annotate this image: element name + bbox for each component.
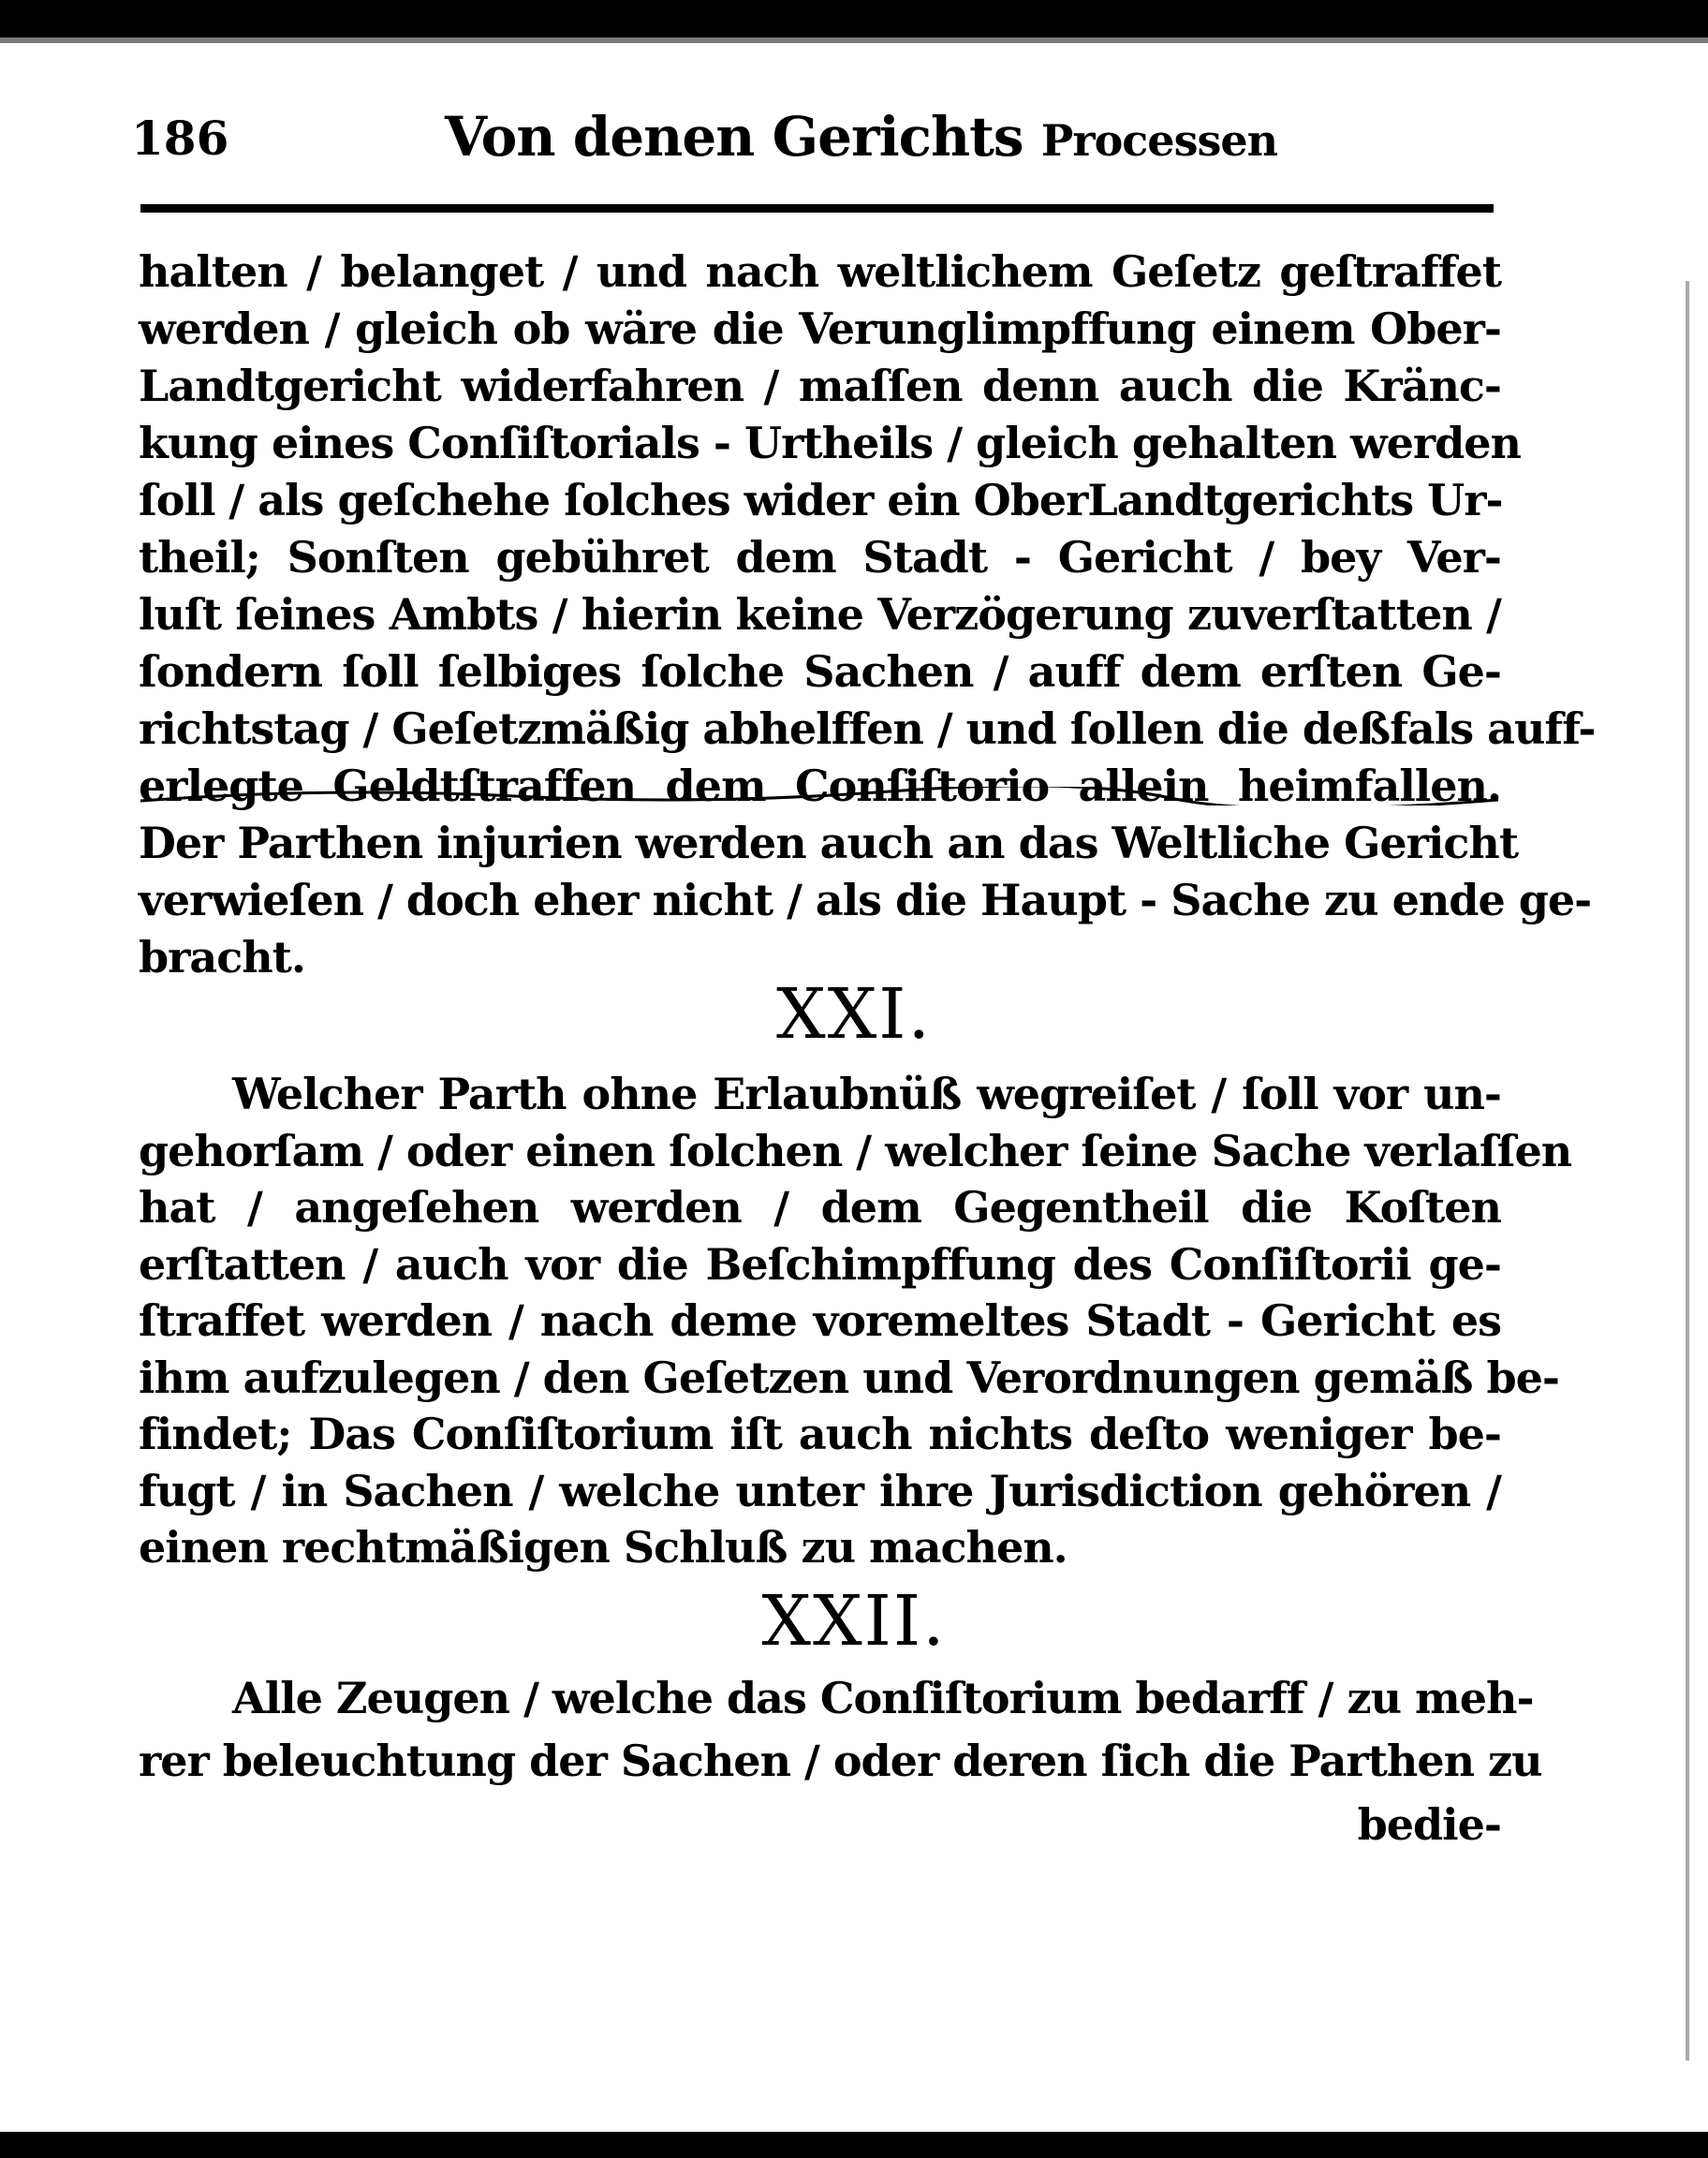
text-line: kung eines Conſiſtorials - Urtheils / gleich gehalten werden (139, 418, 1521, 468)
text-line: werden / gleich ob wäre die Verunglimpffung einem Ober- (139, 303, 1501, 354)
text-line: richtstag / Geſetzmäßig abhelffen / und ſollen die deßfals auff- (139, 703, 1596, 754)
text-line: erlegte Geldtſtraffen dem Conſiſtorio allein heimfallen. (139, 761, 1501, 811)
scan-border-top (0, 0, 1708, 37)
text-line: halten / belanget / und nach weltlichem Geſetz geſtraffet (139, 246, 1501, 297)
section-number-xxi: XXI. (775, 974, 933, 1055)
catchword: bedie- (1357, 1799, 1501, 1850)
text-line: Landtgericht widerfahren / maſſen denn auch die Kränc- (139, 361, 1501, 411)
running-title (445, 105, 1277, 169)
section-number-xxii: XXII. (761, 1581, 947, 1662)
text-line: Alle Zeugen / welche das Conſiſtorium bedarff / zu meh- (232, 1673, 1534, 1723)
text-line: luſt ſeines Ambts / hierin keine Verzögerung zuverſtatten / (139, 589, 1501, 640)
text-line: ſoll / als geſchehe ſolches wider ein OberLandtgerichts Ur- (139, 475, 1503, 525)
text-line: gehorſam / oder einen ſolchen / welcher ſeine Sache verlaſſen (139, 1125, 1572, 1176)
text-line: ihm aufzulegen / den Geſetzen und Verordnungen gemäß be- (139, 1352, 1559, 1403)
text-line: Welcher Parth ohne Erlaubnüß wegreiſet / ſoll vor un- (232, 1069, 1501, 1119)
page-number: 186 (131, 111, 229, 166)
text-line: rer beleuchtung der Sachen / oder deren ſich die Parthen zu (139, 1736, 1542, 1786)
ink-underline-stroke (140, 787, 1498, 806)
text-line: verwieſen / doch eher nicht / als die Haupt - Sache zu ende ge- (139, 875, 1592, 925)
text-line: erſtatten / auch vor die Beſchimpffung des Conſiſtorii ge- (139, 1238, 1501, 1290)
text-line: ſtraffet werden / nach deme voremeltes Stadt - Gericht es (139, 1295, 1501, 1346)
scan-border-bottom (0, 2132, 1708, 2158)
text-line: bracht. (139, 932, 305, 983)
text-line: hat / angeſehen werden / dem Gegentheil die Koſten (139, 1182, 1501, 1233)
running-title-latin: Processen (1040, 115, 1278, 166)
running-title-fraktur: Von denen Gerichts (445, 105, 1023, 169)
text-line: findet; Das Conſiſtorium iſt auch nichts deſto weniger be- (139, 1409, 1501, 1459)
header-rule (140, 204, 1494, 213)
scan-border-top-shadow (0, 37, 1708, 43)
text-line: Der Parthen injurien werden auch an das Weltliche Gericht (139, 818, 1519, 868)
text-line: theil; Sonſten gebühret dem Stadt - Gericht / bey Ver- (139, 532, 1501, 583)
text-line: fugt / in Sachen / welche unter ihre Jurisdiction gehören / (139, 1465, 1501, 1516)
text-line: ſondern ſoll ſelbiges ſolche Sachen / auff dem erſten Ge- (139, 646, 1501, 697)
page-edge-line (1686, 281, 1689, 2061)
text-line: einen rechtmäßigen Schluß zu machen. (139, 1522, 1068, 1573)
